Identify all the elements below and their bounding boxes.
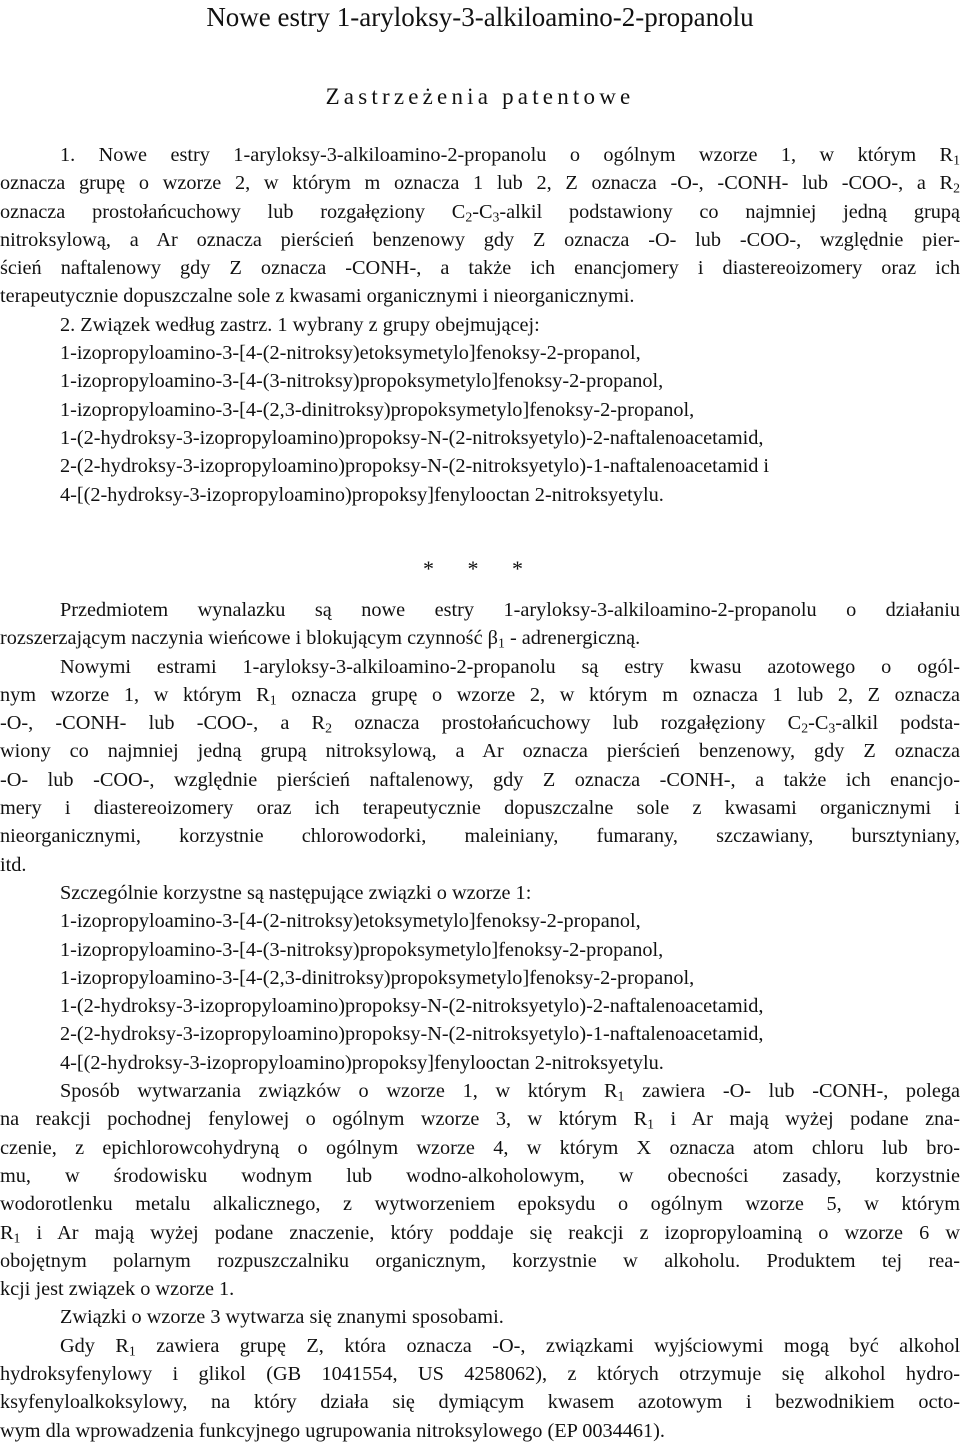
compound-item: 4-[(2-hydroksy-3-izopropyloamino)propoksy]fenylooctan 2-nitroksyetylu. [60,1051,664,1074]
compound-item: 2-(2-hydroksy-3-izopropyloamino)propoksy-N-(2-nitroksyetylo)-1-naftalenoacetamid i [60,455,770,478]
body-line: obojętnym polarnym rozpuszczalniku organicznym, korzystnie w alkoholu. Produktem tej rea- [0,1249,960,1272]
compound-item: 1-izopropyloamino-3-[4-(3-nitroksy)propoksymetylo]fenoksy-2-propanol, [60,938,664,961]
body-line: Sposób wytwarzania związków o wzorze 1, w którym $R_1$ zawiera -O- lub -CONH-, polega [60,1080,960,1104]
body-line: -O- lub -COO-, względnie pierścień naftalenowy, gdy Z oznacza -CONH-, a także ich enancjo- [0,768,960,791]
body-line: wym dla wprowadzenia funkcyjnego ugrupowania nitroksylowego (EP 0034461). [0,1419,666,1442]
body-line: wiony co najmniej jedną grupą nitroksylową, a Ar oznacza pierścień benzenowy, gdy Z oznacza [0,740,960,763]
compound-item: 1-(2-hydroksy-3-izopropyloamino)propoksy-N-(2-nitroksyetylo)-2-naftalenoacetamid, [60,995,764,1018]
description-section [0,596,960,1445]
body-line: wodorotlenku metalu alkalicznego, z wytworzeniem epoksydu o ogólnym wzorze 5, w którym [0,1193,960,1216]
body-line: rozszerzającym naczynia wieńcowe i blokującym czynność $\beta_1$ - adrenergiczną. [0,627,641,651]
compound-item: 1-izopropyloamino-3-[4-(2-nitroksy)etoksymetylo]fenoksy-2-propanol, [60,342,641,365]
claim-line: 2. Związek według zastrz. 1 wybrany z grupy obejmującej: [60,313,540,336]
compound-item: 4-[(2-hydroksy-3-izopropyloamino)propoksy]fenylooctan 2-nitroksyetylu. [60,483,664,506]
body-line: Przedmiotem wynalazku są nowe estry 1-aryloksy-3-alkiloamino-2-propanolu o działaniu [60,599,960,621]
compound-item: 2-(2-hydroksy-3-izopropyloamino)propoksy-N-(2-nitroksyetylo)-1-naftalenoacetamid, [60,1023,764,1046]
claim-line: oznacza prostołańcuchowy lub rozgałęziony $C_2-C_3$-alkil podstawiony co najmniej jedną grupą [0,200,960,225]
claim-line: ścień naftalenowy gdy Z oznacza -CONH-, a także ich enancjomery i diastereoizomery oraz ich [0,257,960,280]
body-line: Szczególnie korzystne są następujące związki o wzorze 1: [60,881,532,904]
body-line: -O-, -CONH- lub -COO-, a $R_2$ oznacza prostołańcuchowy lub rozgałęziony $C_2-C_3$-alkil podsta- [0,712,960,736]
body-line: czenie, z epichlorowcohydryną o ogólnym wzorze 4, w którym X oznacza atom chloru lub bro- [0,1136,960,1159]
body-line: na reakcji pochodnej fenylowej o ogólnym wzorze 3, w którym $R_1$ i Ar mają wyżej podane zna- [0,1108,960,1132]
body-line: mu, w środowisku wodnym lub wodno-alkoholowym, w obecności zasady, korzystnie [0,1164,960,1187]
section-separator: * * * [423,556,537,581]
compound-item: 1-izopropyloamino-3-[4-(3-nitroksy)propoksymetylo]fenoksy-2-propanol, [60,370,664,393]
body-line: mery i diastereoizomery oraz ich terapeutycznie dopuszczalne sole z kwasami organicznymi i [0,797,960,820]
claim-line: oznacza grupę o wzorze 2, w którym m oznacza 1 lub 2, Z oznacza -O-, -CONH- lub -COO-, a $R_2$ [0,172,960,196]
body-line: Związki o wzorze 3 wytwarza się znanymi sposobami. [60,1306,504,1329]
compound-item: 1-(2-hydroksy-3-izopropyloamino)propoksy-N-(2-nitroksyetylo)-2-naftalenoacetamid, [60,426,764,449]
body-line: $R_1$ i Ar mają wyżej podane znaczenie, który poddaje się reakcji z izopropyloaminą o wzorze 6 w [0,1221,960,1245]
compound-item: 1-izopropyloamino-3-[4-(2,3-dinitroksy)propoksymetylo]fenoksy-2-propanol, [60,966,695,989]
body-line: nieorganicznymi, korzystnie chlorowodorki, maleiniany, fumarany, szczawiany, bursztyniany, [0,825,960,848]
body-line: Gdy $R_1$ zawiera grupę Z, która oznacza -O-, związkami wyjściowymi mogą być alkohol [60,1334,960,1359]
body-line: hydroksyfenylowy i glikol (GB 1041554, US 4258062), z których otrzymuje się alkohol hydro- [0,1363,960,1386]
document-title: Nowe estry 1-aryloksy-3-alkiloamino-2-propanolu [206,2,754,32]
claim-line: 1. Nowe estry 1-aryloksy-3-alkiloamino-2-propanolu o ogólnym wzorze 1, w którym $R_1$ [60,144,960,168]
body-line: itd. [0,853,27,876]
claim-line: terapeutycznie dopuszczalne sole z kwasami organicznymi i nieorganicznymi. [0,285,635,308]
body-line: nym wzorze 1, w którym $R_1$ oznacza grupę o wzorze 2, w którym m oznacza 1 lub 2, Z oznacza [0,683,960,708]
claim-line: nitroksylową, a Ar oznacza pierścień benzenowy gdy Z oznacza -O- lub -COO-, względnie pier- [0,228,960,251]
claims-heading: Zastrzeżenia patentowe [325,84,635,109]
body-line: Nowymi estrami 1-aryloksy-3-alkiloamino-2-propanolu są estry kwasu azotowego o ogól- [60,655,960,678]
claims-section [0,141,960,509]
body-line: kcji jest związek o wzorze 1. [0,1278,235,1301]
compound-item: 1-izopropyloamino-3-[4-(2,3-dinitroksy)propoksymetylo]fenoksy-2-propanol, [60,398,695,421]
body-line: ksyfenyloalkoksylowy, na który działa się dymiącym kwasem azotowym i bezwodnikiem octo- [0,1391,960,1414]
compound-item: 1-izopropyloamino-3-[4-(2-nitroksy)etoksymetylo]fenoksy-2-propanol, [60,910,641,933]
